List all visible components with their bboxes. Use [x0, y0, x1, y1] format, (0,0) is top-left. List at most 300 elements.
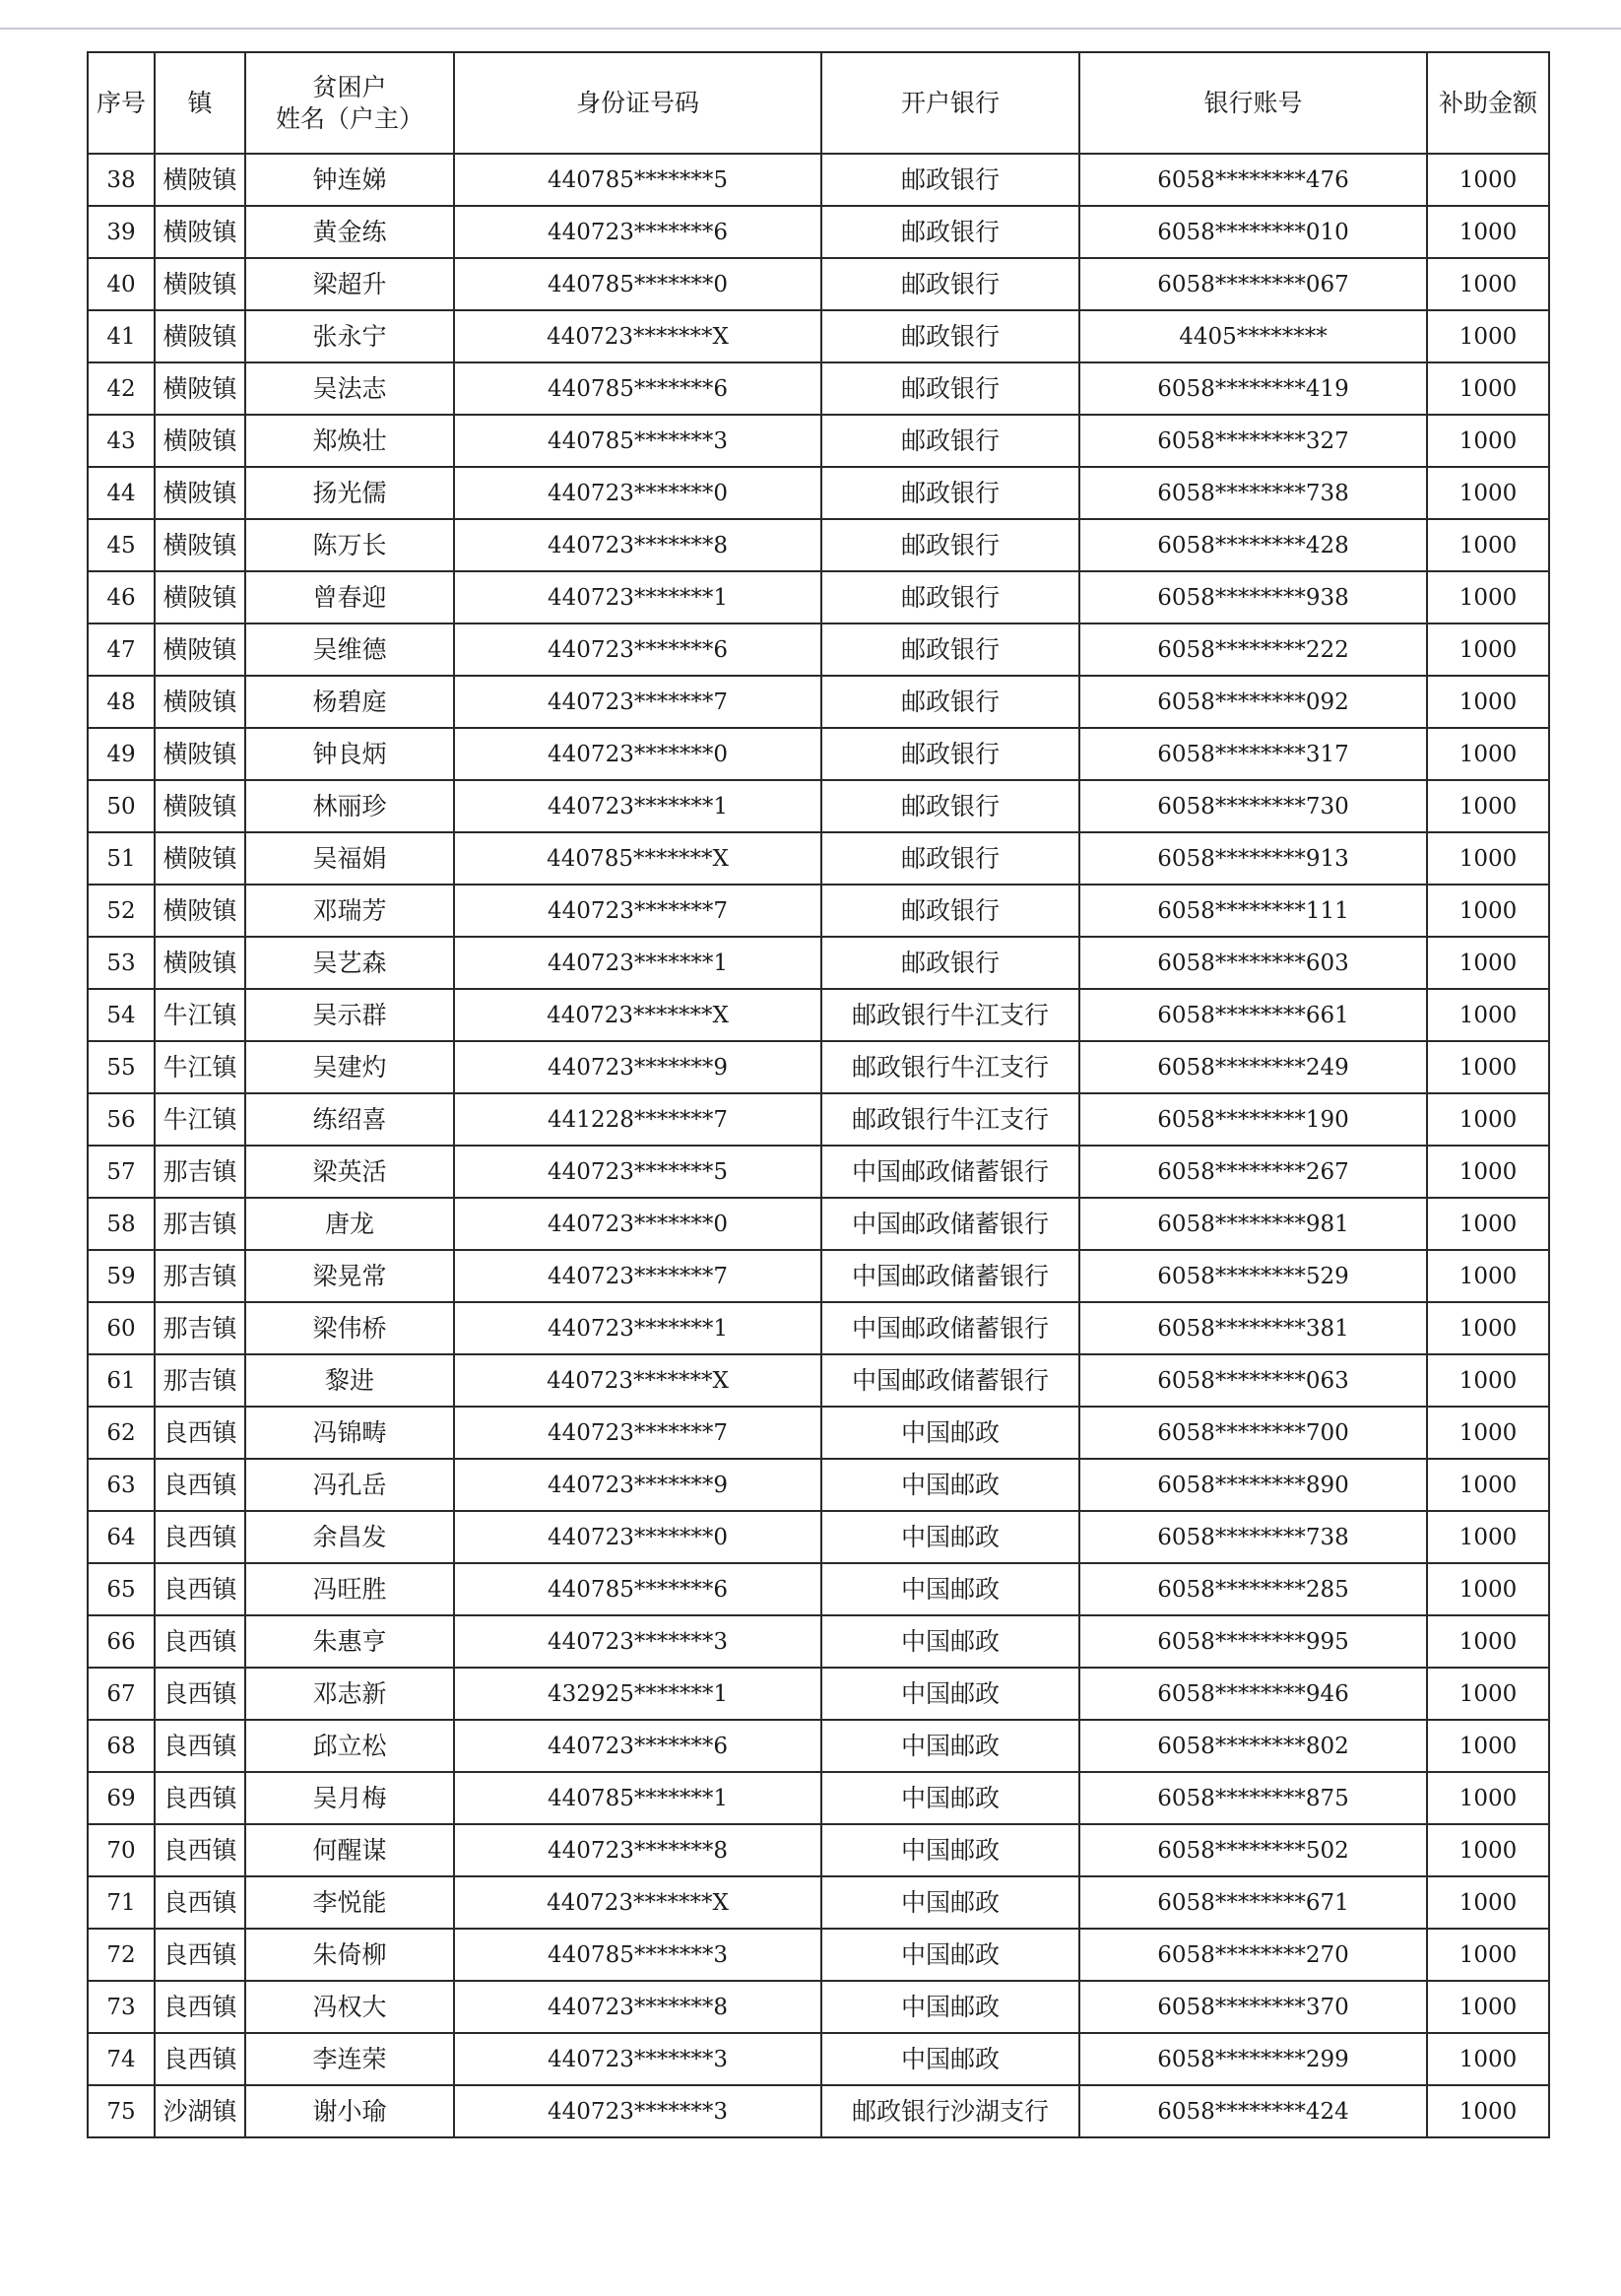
cell-no: 64 [88, 1511, 155, 1563]
cell-id-number: 440723*******0 [454, 1511, 821, 1563]
cell-account: 6058********938 [1079, 571, 1427, 623]
table-row [88, 1407, 1549, 1459]
cell-id-number: 440723*******7 [454, 1250, 821, 1302]
cell-town: 良西镇 [155, 1615, 245, 1668]
cell-no: 41 [88, 310, 155, 362]
cell-town: 良西镇 [155, 1511, 245, 1563]
cell-account: 6058********299 [1079, 2033, 1427, 2085]
cell-no: 45 [88, 519, 155, 571]
subsidy-roster-table [87, 51, 1550, 2138]
cell-amount: 1000 [1427, 1615, 1549, 1668]
cell-no: 62 [88, 1407, 155, 1459]
cell-town: 横陂镇 [155, 728, 245, 780]
cell-town: 牛江镇 [155, 989, 245, 1041]
cell-id-number: 440785*******X [454, 832, 821, 885]
cell-town: 沙湖镇 [155, 2085, 245, 2137]
table-row [88, 2033, 1549, 2085]
cell-no: 59 [88, 1250, 155, 1302]
cell-account: 6058********875 [1079, 1772, 1427, 1824]
cell-town: 横陂镇 [155, 676, 245, 728]
cell-amount: 1000 [1427, 1093, 1549, 1146]
cell-account: 6058********738 [1079, 467, 1427, 519]
cell-amount: 1000 [1427, 937, 1549, 989]
cell-id-number: 440723*******1 [454, 1302, 821, 1354]
cell-name: 黄金练 [245, 206, 454, 258]
page-top-rule [0, 28, 1621, 30]
cell-name: 梁晃常 [245, 1250, 454, 1302]
cell-bank: 邮政银行 [821, 885, 1079, 937]
header-name-line2: 姓名（户主） [275, 103, 423, 133]
cell-amount: 1000 [1427, 623, 1549, 676]
header-amount: 补助金额 [1427, 52, 1549, 154]
cell-no: 38 [88, 154, 155, 206]
table-row [88, 154, 1549, 206]
cell-id-number: 440723*******0 [454, 467, 821, 519]
cell-no: 57 [88, 1146, 155, 1198]
cell-name: 梁英活 [245, 1146, 454, 1198]
cell-amount: 1000 [1427, 310, 1549, 362]
cell-no: 75 [88, 2085, 155, 2137]
cell-no: 69 [88, 1772, 155, 1824]
cell-no: 66 [88, 1615, 155, 1668]
cell-account: 6058********190 [1079, 1093, 1427, 1146]
cell-town: 横陂镇 [155, 937, 245, 989]
cell-town: 牛江镇 [155, 1093, 245, 1146]
cell-id-number: 440723*******9 [454, 1041, 821, 1093]
cell-id-number: 441228*******7 [454, 1093, 821, 1146]
cell-no: 60 [88, 1302, 155, 1354]
cell-no: 67 [88, 1668, 155, 1720]
table-row [88, 1824, 1549, 1876]
cell-no: 52 [88, 885, 155, 937]
cell-id-number: 440785*******3 [454, 415, 821, 467]
cell-bank: 中国邮政 [821, 2033, 1079, 2085]
cell-amount: 1000 [1427, 1668, 1549, 1720]
cell-id-number: 440723*******1 [454, 780, 821, 832]
cell-bank: 邮政银行 [821, 571, 1079, 623]
cell-account: 6058********270 [1079, 1929, 1427, 1981]
cell-name: 朱倚柳 [245, 1929, 454, 1981]
cell-account: 6058********092 [1079, 676, 1427, 728]
cell-bank: 中国邮政 [821, 1772, 1079, 1824]
cell-bank: 中国邮政储蓄银行 [821, 1146, 1079, 1198]
header-bank: 开户银行 [821, 52, 1079, 154]
cell-bank: 中国邮政储蓄银行 [821, 1198, 1079, 1250]
cell-town: 横陂镇 [155, 623, 245, 676]
cell-town: 那吉镇 [155, 1354, 245, 1407]
cell-name: 邱立松 [245, 1720, 454, 1772]
cell-amount: 1000 [1427, 362, 1549, 415]
table-row [88, 676, 1549, 728]
table-row [88, 1929, 1549, 1981]
cell-amount: 1000 [1427, 1720, 1549, 1772]
cell-name: 黎进 [245, 1354, 454, 1407]
cell-bank: 邮政银行牛江支行 [821, 1093, 1079, 1146]
cell-bank: 邮政银行 [821, 623, 1079, 676]
table-row [88, 1981, 1549, 2033]
cell-no: 68 [88, 1720, 155, 1772]
cell-amount: 1000 [1427, 1824, 1549, 1876]
cell-name: 唐龙 [245, 1198, 454, 1250]
cell-id-number: 440723*******1 [454, 571, 821, 623]
cell-no: 74 [88, 2033, 155, 2085]
header-town: 镇 [155, 52, 245, 154]
table-row [88, 206, 1549, 258]
cell-town: 横陂镇 [155, 467, 245, 519]
cell-town: 那吉镇 [155, 1198, 245, 1250]
cell-id-number: 440723*******3 [454, 1615, 821, 1668]
table-row [88, 1146, 1549, 1198]
cell-account: 6058********370 [1079, 1981, 1427, 2033]
header-no: 序号 [88, 52, 155, 154]
cell-bank: 邮政银行 [821, 937, 1079, 989]
cell-bank: 邮政银行沙湖支行 [821, 2085, 1079, 2137]
table-body [88, 154, 1549, 2137]
table-row [88, 623, 1549, 676]
cell-town: 横陂镇 [155, 571, 245, 623]
cell-account: 6058********285 [1079, 1563, 1427, 1615]
cell-town: 良西镇 [155, 1668, 245, 1720]
table-row [88, 885, 1549, 937]
cell-account: 6058********111 [1079, 885, 1427, 937]
cell-id-number: 440723*******3 [454, 2033, 821, 2085]
cell-id-number: 440723*******6 [454, 206, 821, 258]
cell-no: 55 [88, 1041, 155, 1093]
cell-bank: 中国邮政 [821, 1668, 1079, 1720]
cell-name: 吴示群 [245, 989, 454, 1041]
cell-no: 44 [88, 467, 155, 519]
cell-account: 6058********913 [1079, 832, 1427, 885]
cell-town: 横陂镇 [155, 415, 245, 467]
cell-town: 牛江镇 [155, 1041, 245, 1093]
header-account: 银行账号 [1079, 52, 1427, 154]
cell-name: 梁超升 [245, 258, 454, 310]
cell-town: 良西镇 [155, 1407, 245, 1459]
table-row [88, 1198, 1549, 1250]
cell-account: 6058********995 [1079, 1615, 1427, 1668]
cell-town: 良西镇 [155, 1459, 245, 1511]
cell-bank: 邮政银行牛江支行 [821, 1041, 1079, 1093]
cell-bank: 邮政银行 [821, 519, 1079, 571]
cell-town: 良西镇 [155, 1824, 245, 1876]
table-row [88, 1615, 1549, 1668]
cell-id-number: 440723*******7 [454, 885, 821, 937]
cell-account: 6058********249 [1079, 1041, 1427, 1093]
cell-town: 横陂镇 [155, 832, 245, 885]
cell-amount: 1000 [1427, 1981, 1549, 2033]
cell-name: 杨碧庭 [245, 676, 454, 728]
table-row [88, 467, 1549, 519]
cell-account: 6058********730 [1079, 780, 1427, 832]
table-row [88, 258, 1549, 310]
cell-name: 李连荣 [245, 2033, 454, 2085]
cell-id-number: 440785*******5 [454, 154, 821, 206]
cell-no: 71 [88, 1876, 155, 1929]
cell-amount: 1000 [1427, 1876, 1549, 1929]
cell-bank: 中国邮政 [821, 1720, 1079, 1772]
cell-no: 39 [88, 206, 155, 258]
table-row [88, 832, 1549, 885]
cell-account: 6058********267 [1079, 1146, 1427, 1198]
cell-bank: 中国邮政 [821, 1407, 1079, 1459]
table-row [88, 1511, 1549, 1563]
header-row [88, 52, 1549, 154]
cell-account: 6058********317 [1079, 728, 1427, 780]
cell-name: 吴建灼 [245, 1041, 454, 1093]
cell-id-number: 440723*******X [454, 1354, 821, 1407]
table-row [88, 519, 1549, 571]
cell-id-number: 440723*******X [454, 1876, 821, 1929]
cell-id-number: 440785*******3 [454, 1929, 821, 1981]
table-row [88, 1772, 1549, 1824]
cell-id-number: 432925*******1 [454, 1668, 821, 1720]
cell-no: 56 [88, 1093, 155, 1146]
cell-name: 吴艺森 [245, 937, 454, 989]
cell-bank: 邮政银行 [821, 728, 1079, 780]
cell-name: 梁伟桥 [245, 1302, 454, 1354]
cell-bank: 邮政银行 [821, 467, 1079, 519]
cell-town: 横陂镇 [155, 362, 245, 415]
cell-bank: 邮政银行 [821, 780, 1079, 832]
cell-account: 6058********222 [1079, 623, 1427, 676]
cell-account: 6058********063 [1079, 1354, 1427, 1407]
cell-amount: 1000 [1427, 154, 1549, 206]
cell-name: 郑焕壮 [245, 415, 454, 467]
cell-id-number: 440785*******1 [454, 1772, 821, 1824]
cell-name: 练绍喜 [245, 1093, 454, 1146]
cell-town: 良西镇 [155, 1563, 245, 1615]
cell-account: 6058********981 [1079, 1198, 1427, 1250]
cell-amount: 1000 [1427, 1929, 1549, 1981]
cell-bank: 中国邮政 [821, 1929, 1079, 1981]
cell-name: 冯权大 [245, 1981, 454, 2033]
cell-name: 吴法志 [245, 362, 454, 415]
cell-no: 63 [88, 1459, 155, 1511]
cell-account: 6058********802 [1079, 1720, 1427, 1772]
cell-id-number: 440723*******6 [454, 1720, 821, 1772]
cell-account: 6058********738 [1079, 1511, 1427, 1563]
cell-no: 73 [88, 1981, 155, 2033]
cell-no: 54 [88, 989, 155, 1041]
cell-no: 46 [88, 571, 155, 623]
table-row [88, 728, 1549, 780]
cell-account: 6058********424 [1079, 2085, 1427, 2137]
cell-town: 那吉镇 [155, 1146, 245, 1198]
cell-town: 横陂镇 [155, 310, 245, 362]
cell-bank: 中国邮政 [821, 1876, 1079, 1929]
cell-amount: 1000 [1427, 728, 1549, 780]
cell-id-number: 440723*******7 [454, 1407, 821, 1459]
cell-account: 6058********946 [1079, 1668, 1427, 1720]
table-row [88, 310, 1549, 362]
cell-account: 6058********890 [1079, 1459, 1427, 1511]
cell-account: 6058********381 [1079, 1302, 1427, 1354]
cell-bank: 中国邮政 [821, 1824, 1079, 1876]
cell-town: 横陂镇 [155, 780, 245, 832]
table-row [88, 1720, 1549, 1772]
cell-id-number: 440723*******0 [454, 728, 821, 780]
cell-id-number: 440723*******7 [454, 676, 821, 728]
cell-town: 良西镇 [155, 1876, 245, 1929]
cell-account: 6058********067 [1079, 258, 1427, 310]
cell-name: 扬光儒 [245, 467, 454, 519]
cell-id-number: 440723*******9 [454, 1459, 821, 1511]
cell-id-number: 440785*******6 [454, 1563, 821, 1615]
cell-bank: 邮政银行 [821, 154, 1079, 206]
cell-town: 良西镇 [155, 1772, 245, 1824]
cell-no: 43 [88, 415, 155, 467]
cell-no: 61 [88, 1354, 155, 1407]
cell-town: 那吉镇 [155, 1250, 245, 1302]
table-row [88, 1302, 1549, 1354]
cell-name: 吴维德 [245, 623, 454, 676]
cell-bank: 中国邮政 [821, 1511, 1079, 1563]
cell-name: 朱惠亨 [245, 1615, 454, 1668]
cell-no: 50 [88, 780, 155, 832]
cell-account: 6058********502 [1079, 1824, 1427, 1876]
cell-amount: 1000 [1427, 1146, 1549, 1198]
cell-bank: 中国邮政储蓄银行 [821, 1354, 1079, 1407]
cell-amount: 1000 [1427, 832, 1549, 885]
cell-bank: 邮政银行 [821, 415, 1079, 467]
cell-id-number: 440723*******8 [454, 519, 821, 571]
cell-amount: 1000 [1427, 1198, 1549, 1250]
cell-amount: 1000 [1427, 885, 1549, 937]
cell-town: 横陂镇 [155, 206, 245, 258]
cell-name: 冯孔岳 [245, 1459, 454, 1511]
cell-amount: 1000 [1427, 415, 1549, 467]
cell-bank: 中国邮政储蓄银行 [821, 1250, 1079, 1302]
cell-name: 李悦能 [245, 1876, 454, 1929]
cell-name: 冯旺胜 [245, 1563, 454, 1615]
table-row [88, 1563, 1549, 1615]
cell-id-number: 440723*******6 [454, 623, 821, 676]
cell-amount: 1000 [1427, 1354, 1549, 1407]
cell-amount: 1000 [1427, 2085, 1549, 2137]
header-id: 身份证号码 [454, 52, 821, 154]
cell-bank: 邮政银行 [821, 206, 1079, 258]
cell-amount: 1000 [1427, 1563, 1549, 1615]
cell-no: 51 [88, 832, 155, 885]
cell-amount: 1000 [1427, 1511, 1549, 1563]
cell-id-number: 440723*******8 [454, 1981, 821, 2033]
cell-id-number: 440723*******8 [454, 1824, 821, 1876]
table-row [88, 780, 1549, 832]
cell-amount: 1000 [1427, 676, 1549, 728]
cell-account: 6058********428 [1079, 519, 1427, 571]
cell-amount: 1000 [1427, 1302, 1549, 1354]
cell-bank: 中国邮政 [821, 1615, 1079, 1668]
header-name-line1: 贫困户 [312, 72, 387, 101]
cell-amount: 1000 [1427, 2033, 1549, 2085]
table-row [88, 1250, 1549, 1302]
cell-town: 横陂镇 [155, 519, 245, 571]
table-row [88, 2085, 1549, 2137]
cell-account: 6058********661 [1079, 989, 1427, 1041]
cell-town: 横陂镇 [155, 154, 245, 206]
cell-bank: 邮政银行 [821, 258, 1079, 310]
table-row [88, 1668, 1549, 1720]
cell-id-number: 440723*******1 [454, 937, 821, 989]
cell-amount: 1000 [1427, 258, 1549, 310]
table-row [88, 1354, 1549, 1407]
cell-id-number: 440785*******6 [454, 362, 821, 415]
cell-account: 6058********010 [1079, 206, 1427, 258]
cell-amount: 1000 [1427, 1772, 1549, 1824]
cell-town: 良西镇 [155, 2033, 245, 2085]
header-name [245, 52, 454, 154]
table-row [88, 1876, 1549, 1929]
cell-amount: 1000 [1427, 206, 1549, 258]
cell-no: 70 [88, 1824, 155, 1876]
cell-no: 72 [88, 1929, 155, 1981]
table-row [88, 362, 1549, 415]
cell-account: 6058********419 [1079, 362, 1427, 415]
cell-no: 40 [88, 258, 155, 310]
cell-bank: 中国邮政 [821, 1563, 1079, 1615]
cell-name: 林丽珍 [245, 780, 454, 832]
cell-no: 49 [88, 728, 155, 780]
cell-account: 6058********476 [1079, 154, 1427, 206]
cell-no: 42 [88, 362, 155, 415]
cell-name: 冯锦畴 [245, 1407, 454, 1459]
table-row [88, 1459, 1549, 1511]
cell-id-number: 440785*******0 [454, 258, 821, 310]
cell-bank: 中国邮政 [821, 1981, 1079, 2033]
cell-account: 6058********671 [1079, 1876, 1427, 1929]
cell-amount: 1000 [1427, 1459, 1549, 1511]
cell-amount: 1000 [1427, 1250, 1549, 1302]
table-row [88, 989, 1549, 1041]
cell-town: 良西镇 [155, 1981, 245, 2033]
cell-name: 曾春迎 [245, 571, 454, 623]
cell-id-number: 440723*******3 [454, 2085, 821, 2137]
cell-no: 65 [88, 1563, 155, 1615]
cell-amount: 1000 [1427, 467, 1549, 519]
table-row [88, 415, 1549, 467]
cell-amount: 1000 [1427, 780, 1549, 832]
cell-amount: 1000 [1427, 1041, 1549, 1093]
cell-account: 6058********700 [1079, 1407, 1427, 1459]
table-row [88, 937, 1549, 989]
cell-amount: 1000 [1427, 1407, 1549, 1459]
table-row [88, 1093, 1549, 1146]
cell-name: 余昌发 [245, 1511, 454, 1563]
cell-name: 邓志新 [245, 1668, 454, 1720]
cell-name: 陈万长 [245, 519, 454, 571]
cell-account: 4405******** [1079, 310, 1427, 362]
cell-bank: 邮政银行 [821, 362, 1079, 415]
cell-bank: 中国邮政储蓄银行 [821, 1302, 1079, 1354]
cell-name: 吴福娟 [245, 832, 454, 885]
cell-name: 邓瑞芳 [245, 885, 454, 937]
cell-amount: 1000 [1427, 519, 1549, 571]
cell-id-number: 440723*******X [454, 310, 821, 362]
cell-name: 钟连娣 [245, 154, 454, 206]
cell-account: 6058********529 [1079, 1250, 1427, 1302]
table-row [88, 1041, 1549, 1093]
cell-name: 谢小瑜 [245, 2085, 454, 2137]
cell-account: 6058********327 [1079, 415, 1427, 467]
cell-bank: 邮政银行 [821, 676, 1079, 728]
cell-town: 良西镇 [155, 1720, 245, 1772]
cell-bank: 邮政银行 [821, 310, 1079, 362]
cell-id-number: 440723*******X [454, 989, 821, 1041]
cell-bank: 邮政银行牛江支行 [821, 989, 1079, 1041]
cell-name: 何醒谋 [245, 1824, 454, 1876]
cell-town: 那吉镇 [155, 1302, 245, 1354]
cell-no: 47 [88, 623, 155, 676]
